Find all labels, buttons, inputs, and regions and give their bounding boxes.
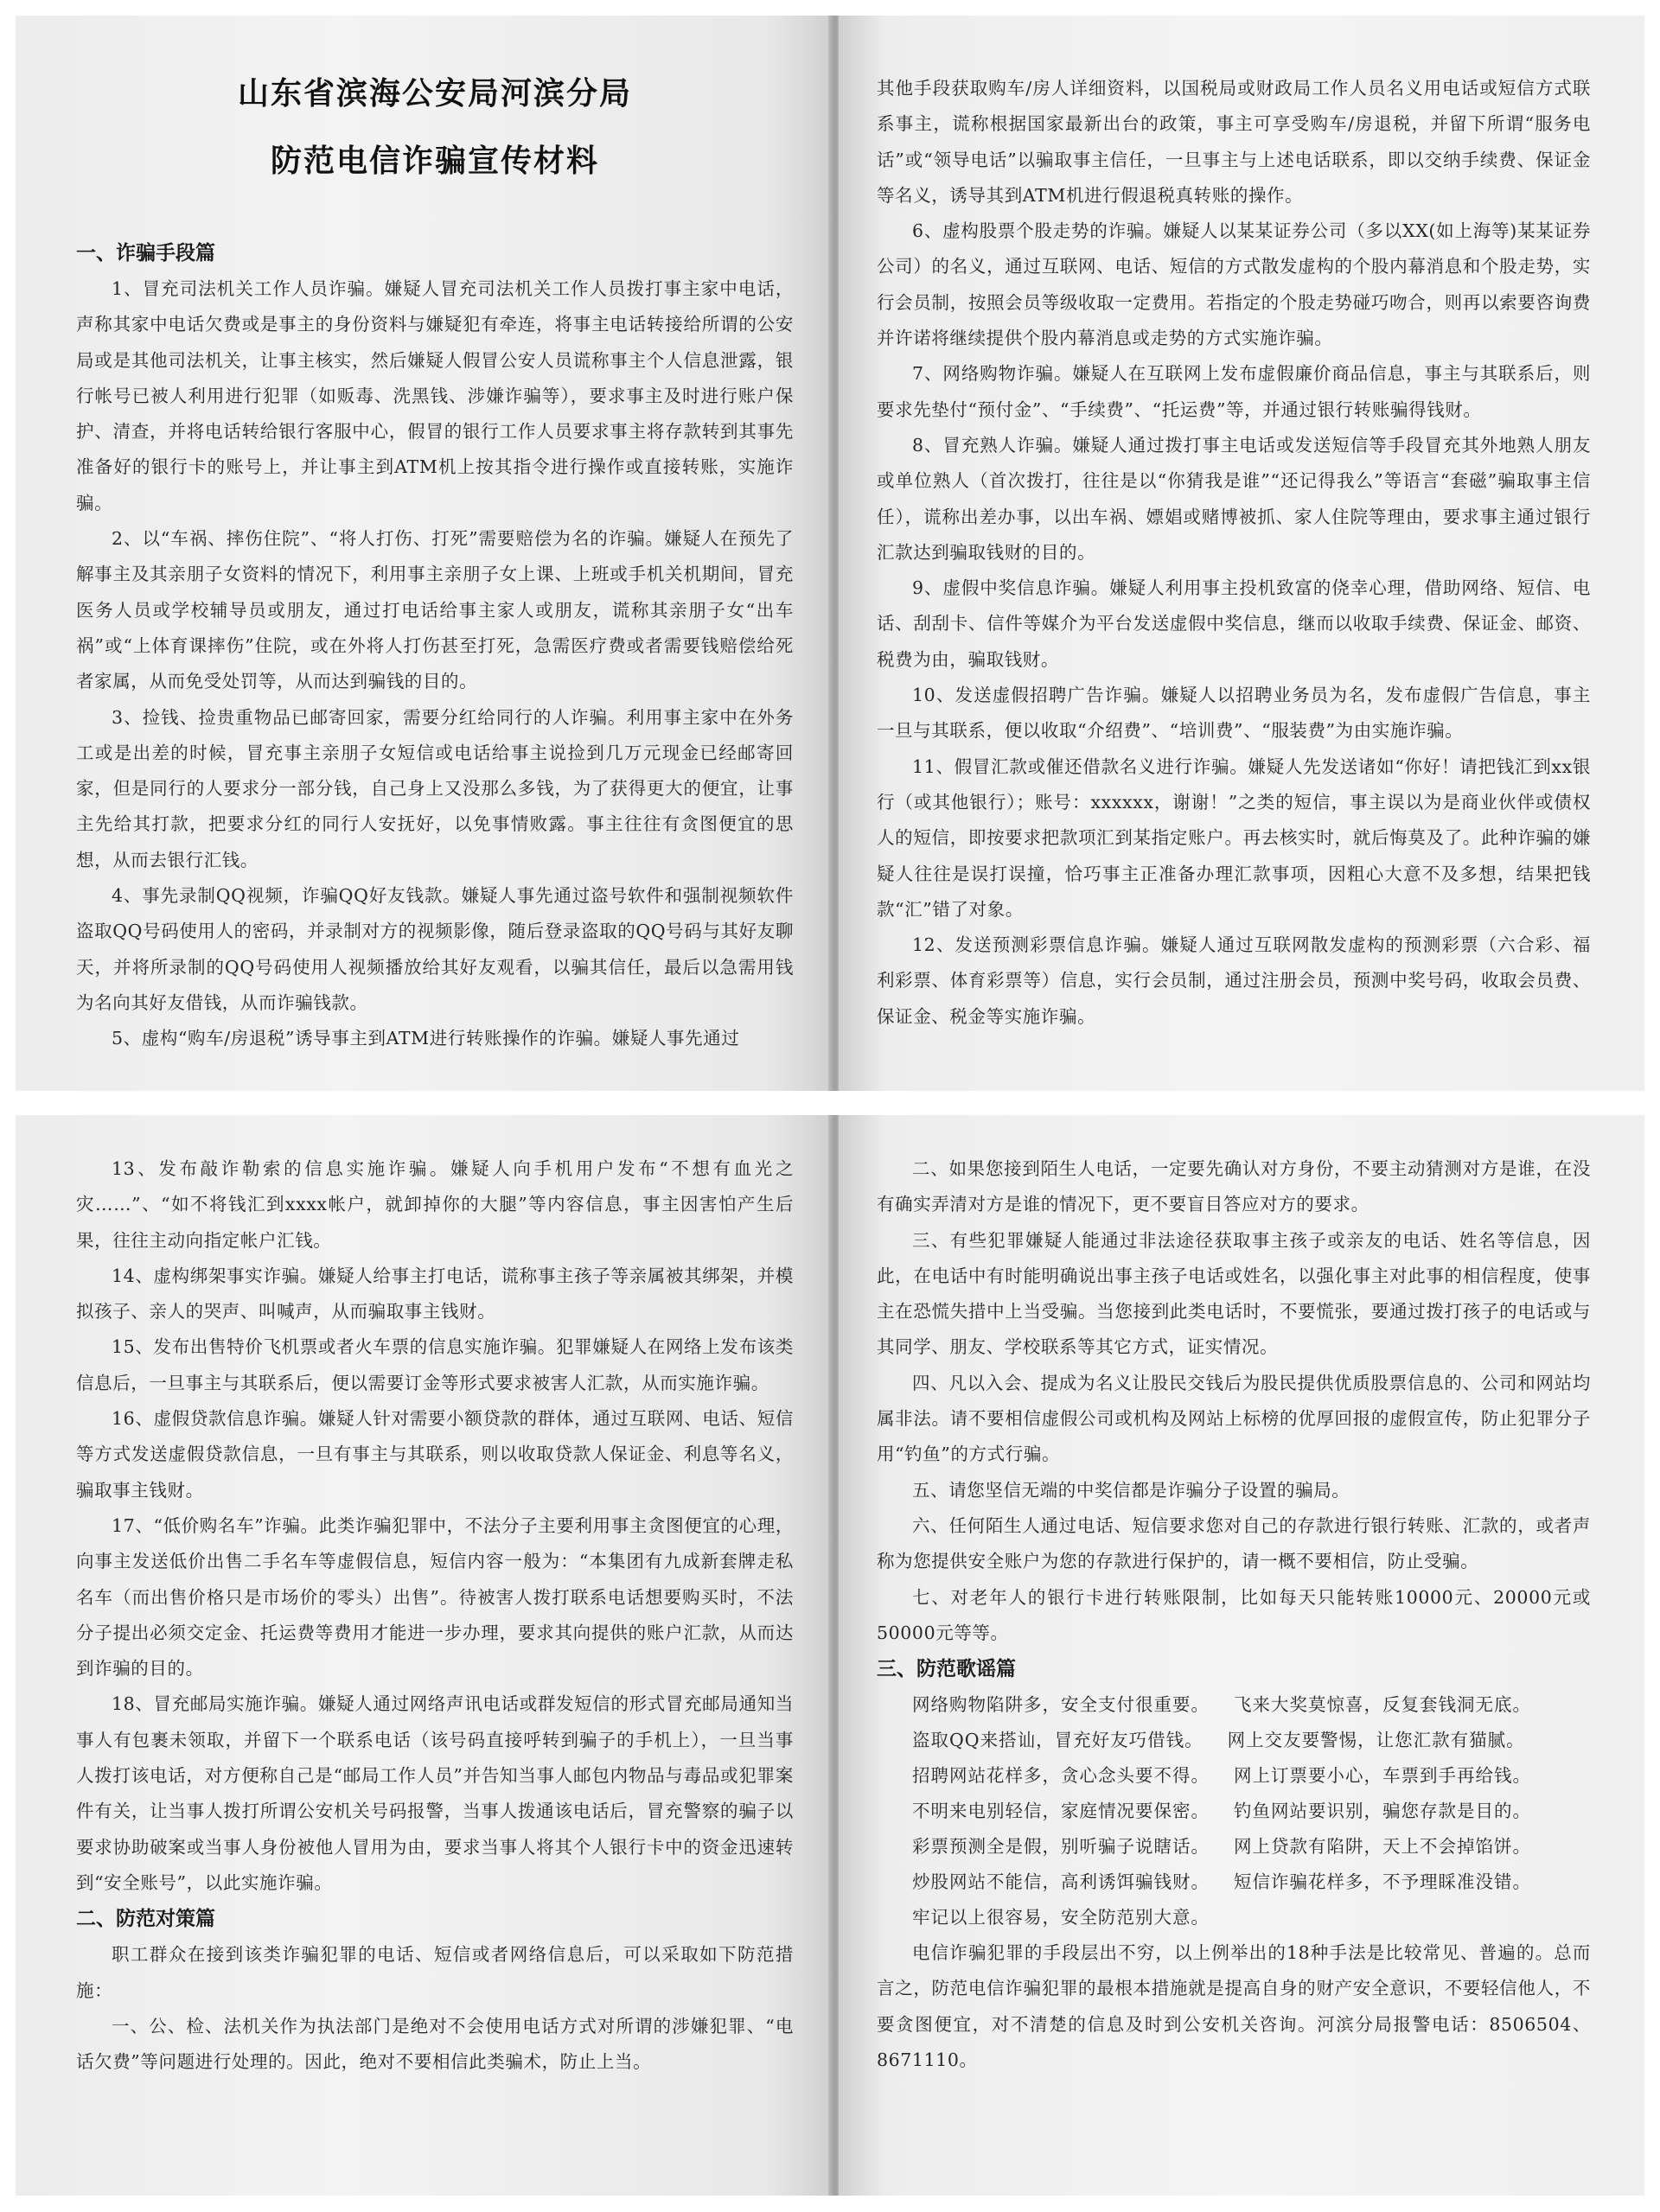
page-bottom-right-content (877, 1151, 1591, 2178)
rhyme-verse: 钓鱼网站要识别，骗您存款是目的。 (1234, 1801, 1531, 1822)
page-bottom-right (839, 1115, 1644, 2196)
doc-title-line1: 山东省滨海公安局河滨分局 (237, 75, 632, 112)
rhyme-verse: 短信诈骗花样多，不予理睬准没错。 (1234, 1871, 1531, 1893)
rhyme-verse: 网络购物陷阱多，安全支付很重要。 (912, 1694, 1210, 1716)
paragraph: 11、假冒汇款或催还借款名义进行诈骗。嫌疑人先发送诸如“你好！请把钱汇到xx银行（或其他银行）；账号：xxxxxx，谢谢！”之类的短信，事主误以为是商业伙伴或债权人的短信，即按要求把款项汇到某指定账户。再去核实时，就后悔莫及了。此种诈骗的嫌疑人往往是误打误撞，恰巧事主正准备办理汇款事项，因粗心大意不及多想，结果把钱款“汇”错了对象。 (877, 755, 1591, 920)
paragraph: 8、冒充熟人诈骗。嫌疑人通过拨打事主电话或发送短信等手段冒充其外地熟人朋友或单位熟人（首次拨打，往往是以“你猜我是谁”“还记得我么”等语言“套磁”骗取事主信任），谎称出差办事，以出车祸、嫖娼或赌博被抓、家人住院等理由，要求事主通过银行汇款达到骗取钱财的目的。 (877, 434, 1591, 563)
paragraph: 三、有些犯罪嫌疑人能通过非法途径获取事主孩子或亲友的电话、姓名等信息，因此，在电话中有时能明确说出事主孩子电话或姓名，以强化事主对此事的相信程度，使事主在恐慌失措中上当受骗。当您接到此类电话时，不要慌张，要通过拨打孩子的电话或与其同学、朋友、学校联系等其它方式，证实情况。 (877, 1229, 1591, 1358)
section-heading-rhymes: 三、防范歌谣篇 (877, 1657, 1016, 1681)
paragraph-list (76, 1937, 794, 2080)
rhyme-verse: 网上贷款有陷阱，天上不会掉馅饼。 (1234, 1836, 1531, 1858)
page-bottom-left (16, 1115, 832, 2196)
rhyme-verse: 网上交友要警惕，让您汇款有猫腻。 (1227, 1730, 1525, 1751)
paragraph: 一、公、检、法机关作为执法部门是绝对不会使用电话方式对所谓的涉嫌犯罪、“电话欠费”等问题进行处理的。因此，绝对不要相信此类骗术，防止上当。 (76, 2015, 794, 2073)
page-top-left (16, 16, 832, 1091)
paragraph-list (76, 271, 794, 1057)
section-heading-countermeasures: 二、防范对策篇 (76, 1907, 215, 1931)
page-bottom-left-content (76, 1151, 794, 2178)
paragraph-list (877, 71, 1591, 1035)
paragraph: 二、如果您接到陌生人电话，一定要先确认对方身份，不要主动猜测对方是谁，在没有确实弄清对方是谁的情况下，更不要盲目答应对方的要求。 (877, 1158, 1591, 1215)
page-top-right-content (877, 71, 1591, 1074)
paragraph: 15、发布出售特价飞机票或者火车票的信息实施诈骗。犯罪嫌疑人在网络上发布该类信息后，一旦事主与其联系后，便以需要订金等形式要求被害人汇款，从而实施诈骗。 (76, 1336, 794, 1393)
paragraph-list (76, 1151, 794, 1901)
doc-title-line2: 防范电信诈骗宣传材料 (270, 143, 599, 179)
paragraph: 4、事先录制QQ视频，诈骗QQ好友钱款。嫌疑人事先通过盗号软件和强制视频软件盗取QQ号码使用人的密码，并录制对方的视频影像，随后登录盗取的QQ号码与其好友聊天，并将所录制的QQ号码使用人视频播放给其好友观看，以骗其信任，最后以急需用钱为名向其好友借钱，从而诈骗钱款。 (76, 885, 794, 1013)
rhyme-line (877, 1758, 1591, 1794)
paragraph: 五、请您坚信无端的中奖信都是诈骗分子设置的骗局。 (912, 1479, 1350, 1501)
paragraph: 16、虚假贷款信息诈骗。嫌疑人针对需要小额贷款的群体，通过互联网、电话、短信等方式发送虚假贷款信息，一旦有事主与其联系，则以收取贷款人保证金、利息等名义，骗取事主钱财。 (76, 1408, 794, 1501)
section-heading-methods: 一、诈骗手段篇 (76, 241, 215, 265)
paragraph: 14、虚构绑架事实诈骗。嫌疑人给事主打电话，谎称事主孩子等亲属被其绑架，并模拟孩子、亲人的哭声、叫喊声，从而骗取事主钱财。 (76, 1265, 794, 1323)
rhyme-line (877, 1687, 1591, 1723)
rhyme-verse: 飞来大奖莫惊喜，反复套钱洞无底。 (1234, 1694, 1531, 1716)
photo-top-spread (16, 16, 1644, 1091)
paragraph: 3、捡钱、捡贵重物品已邮寄回家，需要分红给同行的人诈骗。利用事主家中在外务工或是出差的时候，冒充事主亲朋子女短信或电话给事主说捡到几万元现金已经邮寄回家，但是同行的人要求分一部分钱，自己身上又没那么多钱，为了获得更大的便宜，让事主先给其打款，把要求分红的同行人安抚好，以免事情败露。事主往往有贪图便宜的思想，从而去银行汇钱。 (76, 706, 794, 870)
page-top-left-content (76, 50, 794, 1074)
rhyme-verse: 盗取QQ来搭讪，冒充好友巧借钱。 (912, 1730, 1204, 1751)
closing-paragraph: 电信诈骗犯罪的手段层出不穷，以上例举出的18种手法是比较常见、普遍的。总而言之，防范电信诈骗犯罪的最根本措施就是提高自身的财产安全意识，不要轻信他人，不要贪图便宜，对不清楚的信息及时到公安机关咨询。河滨分局报警电话：8506504、8671110。 (877, 1942, 1591, 2071)
paragraph: 10、发送虚假招聘广告诈骗。嫌疑人以招聘业务员为名，发布虚假广告信息，事主一旦与其联系，便以收取“介绍费”、“培训费”、“服装费”为由实施诈骗。 (877, 685, 1591, 742)
paragraph: 2、以“车祸、摔伤住院”、“将人打伤、打死”需要赔偿为名的诈骗。嫌疑人在预先了解事主及其亲朋子女资料的情况下，利用事主亲朋子女上课、上班或手机关机期间，冒充医务人员或学校辅导员或朋友，通过打电话给事主家人或朋友，谎称其亲朋子女“出车祸”或“上体育课摔伤”住院，或在外将人打伤甚至打死，急需医疗费或者需要钱赔偿给死者家属，从而免受处罚等，从而达到骗钱的目的。 (76, 528, 794, 692)
rhyme-line (877, 1723, 1591, 1758)
rhyme-verse: 彩票预测全是假，别听骗子说瞎话。 (912, 1836, 1210, 1858)
paragraph: 7、网络购物诈骗。嫌疑人在互联网上发布虚假廉价商品信息，事主与其联系后，则要求先垫付“预付金”、“手续费”、“托运费”等，并通过银行转账骗得钱财。 (877, 363, 1591, 420)
rhyme-verse: 网上订票要小心，车票到手再给钱。 (1234, 1765, 1531, 1787)
paragraph: 七、对老年人的银行卡进行转账限制，比如每天只能转账10000元、20000元或50000元等等。 (877, 1586, 1591, 1643)
paragraph: 9、虚假中奖信息诈骗。嫌疑人利用事主投机致富的侥幸心理，借助网络、短信、电话、刮刮卡、信件等媒介为平台发送虚假中奖信息，继而以收取手续费、保证金、邮资、税费为由，骗取钱财。 (877, 577, 1591, 670)
paragraph: 六、任何陌生人通过电话、短信要求您对自己的存款进行银行转账、汇款的，或者声称为您提供安全账户为您的存款进行保护的，请一概不要相信，防止受骗。 (877, 1514, 1591, 1572)
paragraph: 职工群众在接到该类诈骗犯罪的电话、短信或者网络信息后，可以采取如下防范措施： (76, 1944, 794, 2001)
photo-bottom-spread (16, 1115, 1644, 2196)
rhyme-verse: 炒股网站不能信，高利诱饵骗钱财。 (912, 1871, 1210, 1893)
paragraph: 四、凡以入会、提成为名义让股民交钱后为股民提供优质股票信息的、公司和网站均属非法。请不要相信虚假公司或机构及网站上标榜的优厚回报的虚假宣传，防止犯罪分子用“钓鱼”的方式行骗。 (877, 1372, 1591, 1465)
paragraph: 其他手段获取购车/房人详细资料，以国税局或财政局工作人员名义用电话或短信方式联系事主，谎称根据国家最新出台的政策，事主可享受购车/房退税，并留下所谓“服务电话”或“领导电话”以骗取事主信任，一旦事主与上述电话联系，即以交纳手续费、保证金等名义，诱导其到ATM机进行假退税真转账的操作。 (877, 78, 1591, 206)
rhyme-line (877, 1829, 1591, 1865)
rhyme-verse: 牢记以上很容易，安全防范别大意。 (912, 1907, 1210, 1928)
paragraph: 18、冒充邮局实施诈骗。嫌疑人通过网络声讯电话或群发短信的形式冒充邮局通知当事人有包裹未领取，并留下一个联系电话（该号码直接呼转到骗子的手机上），一旦当事人拨打该电话，对方便称自己是“邮局工作人员”并告知当事人邮包内物品与毒品或犯罪案件有关，让当事人拨打所谓公安机关号码报警，当事人拨通该电话后，冒充警察的骗子以要求协助破案或当事人身份被他人冒用为由，要求当事人将其个人银行卡中的资金迅速转到“安全账号”，以此实施诈骗。 (76, 1693, 794, 1893)
page-top-right (839, 16, 1644, 1091)
paragraph: 17、“低价购名车”诈骗。此类诈骗犯罪中，不法分子主要利用事主贪图便宜的心理，向事主发送低价出售二手名车等虚假信息，短信内容一般为：“本集团有九成新套牌走私名车（而出售价格只是市场价的零头）出售”。待被害人拨打联系电话想要购买时，不法分子提出必须交定金、托运费等费用才能进一步办理，要求其向提供的账户汇款，从而达到诈骗的目的。 (76, 1514, 794, 1680)
rhyme-line (877, 1900, 1591, 1935)
paragraph: 5、虚构“购车/房退税”诱导事主到ATM进行转账操作的诈骗。嫌疑人事先通过 (112, 1028, 740, 1049)
rhyme-verse: 招聘网站花样多，贪心念头要不得。 (912, 1765, 1210, 1787)
paragraph: 6、虚构股票个股走势的诈骗。嫌疑人以某某证券公司（多以XX(如上海等)某某证券公司）的名义，通过互联网、电话、短信的方式散发虚构的个股内幕消息和个股走势，实行会员制，按照会员等级收取一定费用。若指定的个股走势碰巧吻合，则再以索要咨询费并许诺将继续提供个股内幕消息或走势的方式实施诈骗。 (877, 220, 1591, 349)
paragraph-list (877, 1151, 1591, 1651)
paragraph: 12、发送预测彩票信息诈骗。嫌疑人通过互联网散发虚构的预测彩票（六合彩、福利彩票、体育彩票等）信息，实行会员制，通过注册会员，预测中奖号码，收取会员费、保证金、税金等实施诈骗。 (877, 934, 1591, 1027)
paragraph: 13、发布敲诈勒索的信息实施诈骗。嫌疑人向手机用户发布“不想有血光之灾……”、“如不将钱汇到xxxx帐户，就卸掉你的大腿”等内容信息，事主因害怕产生后果，往往主动向指定帐户汇钱。 (76, 1158, 794, 1251)
rhyme-verse: 不明来电别轻信，家庭情况要保密。 (912, 1801, 1210, 1822)
rhyme-line (877, 1794, 1591, 1829)
paragraph: 1、冒充司法机关工作人员诈骗。嫌疑人冒充司法机关工作人员拨打事主家中电话，声称其家中电话欠费或是事主的身份资料与嫌疑犯有牵连，将事主电话转接给所谓的公安局或是其他司法机关，让事主核实，然后嫌疑人假冒公安人员谎称事主个人信息泄露，银行帐号已被人利用进行犯罪（如贩毒、洗黑钱、涉嫌诈骗等），要求事主及时进行账户保护、清查，并将电话转给银行客服中心，假冒的银行工作人员要求事主将存款转到其事先准备好的银行卡的账号上，并让事主到ATM机上按其指令进行操作或直接转账，实施诈骗。 (76, 278, 794, 513)
rhyme-line (877, 1865, 1591, 1900)
rhyme-list (877, 1687, 1591, 1935)
